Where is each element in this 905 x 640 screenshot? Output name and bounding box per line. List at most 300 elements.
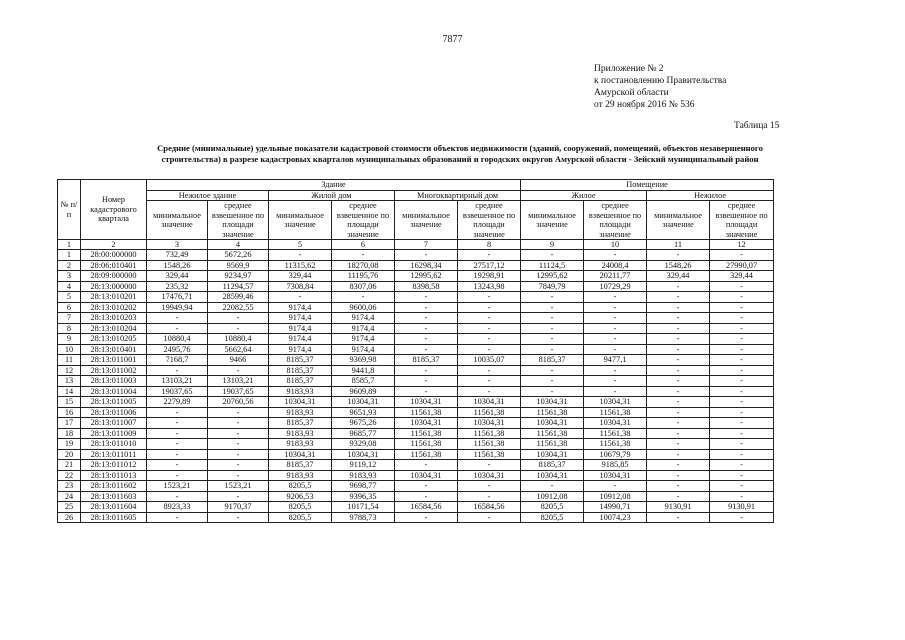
column-number: 11	[647, 240, 710, 250]
value-cell: -	[147, 407, 208, 418]
value-cell: -	[710, 344, 774, 355]
cadastral-number-cell: 28:13:011006	[81, 407, 147, 418]
header-weighted-average: среднее взвешенное по площади значение	[458, 201, 521, 240]
row-number-cell: 1	[58, 250, 81, 261]
value-cell: 16584,56	[395, 502, 458, 513]
table-row	[58, 439, 774, 450]
value-cell: -	[208, 313, 269, 324]
value-cell: 9174,4	[332, 313, 395, 324]
value-cell: -	[710, 407, 774, 418]
value-cell: -	[521, 302, 584, 313]
cadastral-number-cell: 28:13:010202	[81, 302, 147, 313]
value-cell: -	[647, 439, 710, 450]
value-cell: -	[647, 491, 710, 502]
value-cell: 10304,31	[458, 397, 521, 408]
value-cell: 12995,62	[521, 271, 584, 282]
table-row	[58, 460, 774, 471]
value-cell: -	[647, 407, 710, 418]
column-number: 10	[584, 240, 647, 250]
value-cell: 19037,65	[147, 386, 208, 397]
value-cell: 12995,62	[395, 271, 458, 282]
value-cell: 19949,94	[147, 302, 208, 313]
value-cell: 8205,5	[269, 512, 332, 523]
header-apartment-building: Многоквартирный дом	[395, 190, 521, 201]
value-cell: -	[647, 365, 710, 376]
appendix-line-3: Амурской области	[594, 88, 669, 98]
value-cell: 8205,5	[269, 502, 332, 513]
value-cell: -	[147, 323, 208, 334]
cadastral-number-cell: 28:13:010401	[81, 344, 147, 355]
value-cell: -	[647, 470, 710, 481]
value-cell: 10035,07	[458, 355, 521, 366]
value-cell: -	[710, 428, 774, 439]
value-cell: 27990,07	[710, 260, 774, 271]
row-number-cell: 10	[58, 344, 81, 355]
value-cell: 13243,98	[458, 281, 521, 292]
value-cell: 9130,91	[710, 502, 774, 513]
table-row	[58, 281, 774, 292]
value-cell: -	[647, 460, 710, 471]
value-cell: 13103,21	[208, 376, 269, 387]
value-cell: -	[647, 302, 710, 313]
value-cell: 9609,89	[332, 386, 395, 397]
value-cell: 11124,5	[521, 260, 584, 271]
table-row	[58, 491, 774, 502]
table-row	[58, 323, 774, 334]
value-cell: -	[584, 302, 647, 313]
cadastral-number-cell: 28:13:011005	[81, 397, 147, 408]
value-cell: 10304,31	[521, 449, 584, 460]
value-cell: 20760,56	[208, 397, 269, 408]
value-cell: 329,44	[269, 271, 332, 282]
value-cell: -	[584, 334, 647, 345]
row-number-cell: 13	[58, 376, 81, 387]
value-cell: -	[647, 334, 710, 345]
row-number-cell: 4	[58, 281, 81, 292]
table-row	[58, 334, 774, 345]
value-cell: -	[710, 460, 774, 471]
value-cell: 8185,37	[269, 418, 332, 429]
value-cell: -	[458, 323, 521, 334]
header-nonresidential-building: Нежилое здание	[147, 190, 269, 201]
value-cell: -	[458, 512, 521, 523]
value-cell: -	[521, 344, 584, 355]
value-cell: -	[458, 250, 521, 261]
value-cell: -	[395, 334, 458, 345]
value-cell: 10304,31	[584, 418, 647, 429]
value-cell: -	[147, 491, 208, 502]
title-line-2: строительства) в разрезе кадастровых кварталов муниципальных образований и городских округов Амурской области - Зейский муниципальный район	[161, 154, 759, 164]
value-cell: 10880,4	[147, 334, 208, 345]
page-number: 7877	[442, 34, 463, 45]
value-cell: 9174,4	[332, 323, 395, 334]
value-cell: 13103,21	[147, 376, 208, 387]
header-min-value: минимальное значение	[521, 201, 584, 240]
value-cell: 9477,1	[584, 355, 647, 366]
value-cell: -	[647, 281, 710, 292]
appendix-line-1: Приложение № 2	[594, 64, 664, 74]
value-cell: 24008,4	[584, 260, 647, 271]
value-cell: 16298,34	[395, 260, 458, 271]
row-number-cell: 15	[58, 397, 81, 408]
column-number: 6	[332, 240, 395, 250]
value-cell: -	[710, 386, 774, 397]
value-cell: -	[710, 365, 774, 376]
header-weighted-average: среднее взвешенное по площади значение	[710, 201, 774, 240]
value-cell: -	[208, 439, 269, 450]
value-cell: 9170,37	[208, 502, 269, 513]
value-cell: -	[395, 313, 458, 324]
table-body	[58, 250, 774, 523]
value-cell: -	[647, 418, 710, 429]
value-cell: 9396,35	[332, 491, 395, 502]
header-min-value: минимальное значение	[647, 201, 710, 240]
table-row	[58, 376, 774, 387]
value-cell: -	[521, 250, 584, 261]
value-cell: -	[710, 302, 774, 313]
value-cell: 1523,21	[208, 481, 269, 492]
value-cell: 8923,33	[147, 502, 208, 513]
value-cell: -	[647, 376, 710, 387]
value-cell: -	[521, 365, 584, 376]
value-cell: -	[208, 460, 269, 471]
cadastral-number-cell: 28:13:011010	[81, 439, 147, 450]
value-cell: -	[395, 292, 458, 303]
value-cell: -	[710, 355, 774, 366]
value-cell: 11561,38	[458, 407, 521, 418]
value-cell: -	[647, 292, 710, 303]
value-cell: -	[521, 481, 584, 492]
value-cell: -	[395, 344, 458, 355]
row-number-cell: 11	[58, 355, 81, 366]
value-cell: -	[521, 313, 584, 324]
value-cell: 7308,84	[269, 281, 332, 292]
table-row	[58, 418, 774, 429]
value-cell: 8185,37	[269, 365, 332, 376]
value-cell: 9183,93	[269, 386, 332, 397]
column-number: 5	[269, 240, 332, 250]
value-cell: -	[395, 491, 458, 502]
header-weighted-average: среднее взвешенное по площади значение	[332, 201, 395, 240]
value-cell: 10729,29	[584, 281, 647, 292]
cadastral-number-cell: 28:13:010205	[81, 334, 147, 345]
table-row	[58, 397, 774, 408]
table-row	[58, 365, 774, 376]
header-premises: Помещение	[521, 180, 774, 191]
value-cell: 11561,38	[584, 407, 647, 418]
value-cell: 9185,85	[584, 460, 647, 471]
value-cell: 10304,31	[521, 397, 584, 408]
value-cell: -	[647, 428, 710, 439]
value-cell: 11561,38	[395, 407, 458, 418]
cadastral-number-cell: 28:13:010203	[81, 313, 147, 324]
value-cell: -	[584, 292, 647, 303]
value-cell: -	[458, 344, 521, 355]
value-cell: 9788,73	[332, 512, 395, 523]
value-cell: 9369,98	[332, 355, 395, 366]
value-cell: 10304,31	[269, 449, 332, 460]
cadastral-number-cell: 28:13:011605	[81, 512, 147, 523]
value-cell: 9685,77	[332, 428, 395, 439]
title-line-1: Средние (минимальные) удельные показатели кадастровой стоимости объектов недвижимости (зданий, сооружений, помещений, объектов незавершенного	[157, 143, 763, 153]
column-number: 1	[58, 240, 81, 250]
value-cell: 9174,4	[269, 323, 332, 334]
value-cell: 16584,56	[458, 502, 521, 513]
value-cell: 27517,12	[458, 260, 521, 271]
row-number-cell: 24	[58, 491, 81, 502]
value-cell: -	[208, 512, 269, 523]
value-cell: -	[395, 365, 458, 376]
value-cell: 18270,08	[332, 260, 395, 271]
appendix-note	[594, 63, 726, 111]
cadastral-number-cell: 28:00:000000	[81, 250, 147, 261]
value-cell: 17476,71	[147, 292, 208, 303]
row-number-cell: 16	[58, 407, 81, 418]
value-cell: 10304,31	[521, 418, 584, 429]
value-cell: -	[458, 460, 521, 471]
row-number-cell: 14	[58, 386, 81, 397]
row-number-cell: 25	[58, 502, 81, 513]
value-cell: -	[521, 323, 584, 334]
value-cell: 9174,4	[269, 334, 332, 345]
value-cell: -	[584, 250, 647, 261]
value-cell: -	[647, 512, 710, 523]
value-cell: -	[710, 470, 774, 481]
value-cell: 9466	[208, 355, 269, 366]
row-number-cell: 23	[58, 481, 81, 492]
value-cell: -	[208, 428, 269, 439]
value-cell: 5672,26	[208, 250, 269, 261]
row-number-cell: 18	[58, 428, 81, 439]
cadastral-number-cell: 28:13:011001	[81, 355, 147, 366]
value-cell: 9234,97	[208, 271, 269, 282]
column-number: 2	[81, 240, 147, 250]
value-cell: 11561,38	[584, 428, 647, 439]
value-cell: -	[521, 292, 584, 303]
value-cell: -	[647, 344, 710, 355]
value-cell: -	[710, 376, 774, 387]
value-cell: -	[584, 481, 647, 492]
row-number-cell: 21	[58, 460, 81, 471]
value-cell: -	[269, 250, 332, 261]
value-cell: 235,32	[147, 281, 208, 292]
value-cell: -	[647, 250, 710, 261]
value-cell: -	[458, 334, 521, 345]
value-cell: -	[647, 355, 710, 366]
value-cell: -	[458, 313, 521, 324]
value-cell: 9183,93	[269, 470, 332, 481]
value-cell: -	[208, 323, 269, 334]
value-cell: -	[710, 481, 774, 492]
value-cell: 10074,23	[584, 512, 647, 523]
value-cell: 329,44	[147, 271, 208, 282]
value-cell: -	[521, 386, 584, 397]
value-cell: -	[647, 313, 710, 324]
value-cell: -	[458, 386, 521, 397]
value-cell: 9174,4	[269, 344, 332, 355]
table-row	[58, 355, 774, 366]
value-cell: 8185,37	[269, 355, 332, 366]
value-cell: 8205,5	[521, 512, 584, 523]
value-cell: -	[458, 481, 521, 492]
value-cell: -	[147, 439, 208, 450]
value-cell: -	[647, 481, 710, 492]
table-row	[58, 386, 774, 397]
value-cell: 8307,06	[332, 281, 395, 292]
table-row	[58, 302, 774, 313]
value-cell: -	[710, 449, 774, 460]
row-number-cell: 19	[58, 439, 81, 450]
value-cell: -	[458, 491, 521, 502]
header-row-1	[58, 180, 774, 191]
value-cell: 9329,08	[332, 439, 395, 450]
column-number: 12	[710, 240, 774, 250]
value-cell: 8185,37	[521, 460, 584, 471]
cadastral-number-cell: 28:13:010204	[81, 323, 147, 334]
value-cell: 9441,8	[332, 365, 395, 376]
value-cell: 9675,26	[332, 418, 395, 429]
value-cell: 10304,31	[332, 397, 395, 408]
cadastral-number-cell: 28:13:011012	[81, 460, 147, 471]
value-cell: -	[147, 460, 208, 471]
row-number-cell: 12	[58, 365, 81, 376]
value-cell: -	[521, 376, 584, 387]
value-cell: -	[710, 281, 774, 292]
table-row	[58, 344, 774, 355]
cadastral-number-cell: 28:13:011007	[81, 418, 147, 429]
header-min-value: минимальное значение	[395, 201, 458, 240]
value-cell: 10912,08	[521, 491, 584, 502]
row-number-cell: 2	[58, 260, 81, 271]
value-cell: -	[647, 386, 710, 397]
value-cell: -	[584, 344, 647, 355]
header-row-2	[58, 190, 774, 201]
value-cell: 10304,31	[458, 470, 521, 481]
value-cell: 11561,38	[395, 439, 458, 450]
value-cell: 10304,31	[395, 470, 458, 481]
value-cell: 10171,54	[332, 502, 395, 513]
value-cell: -	[395, 386, 458, 397]
value-cell: -	[395, 376, 458, 387]
column-number: 9	[521, 240, 584, 250]
header-min-value: минимальное значение	[147, 201, 208, 240]
value-cell: 9119,12	[332, 460, 395, 471]
value-cell: -	[395, 302, 458, 313]
row-number-cell: 7	[58, 313, 81, 324]
row-number-cell: 6	[58, 302, 81, 313]
table-row	[58, 470, 774, 481]
cadastral-number-cell: 28:13:010201	[81, 292, 147, 303]
value-cell: 11561,38	[395, 449, 458, 460]
header-residential-house: Жилой дом	[269, 190, 395, 201]
row-number-cell: 22	[58, 470, 81, 481]
value-cell: 9183,93	[269, 439, 332, 450]
value-cell: 10304,31	[458, 418, 521, 429]
header-row-3	[58, 201, 774, 240]
value-cell: 9130,91	[647, 502, 710, 513]
value-cell: -	[208, 418, 269, 429]
value-cell: -	[584, 376, 647, 387]
value-cell: -	[395, 481, 458, 492]
value-cell: 10304,31	[395, 397, 458, 408]
value-cell: 2495,76	[147, 344, 208, 355]
document-title	[60, 143, 860, 165]
value-cell: 9206,53	[269, 491, 332, 502]
value-cell: -	[458, 302, 521, 313]
value-cell: -	[710, 397, 774, 408]
value-cell: -	[710, 323, 774, 334]
value-cell: -	[710, 439, 774, 450]
value-cell: -	[147, 449, 208, 460]
value-cell: -	[147, 470, 208, 481]
value-cell: -	[710, 313, 774, 324]
value-cell: 9569,9	[208, 260, 269, 271]
header-min-value: минимальное значение	[269, 201, 332, 240]
value-cell: -	[208, 491, 269, 502]
value-cell: -	[147, 428, 208, 439]
value-cell: 1548,26	[647, 260, 710, 271]
value-cell: 10304,31	[332, 449, 395, 460]
cadastral-number-cell: 28:13:000000	[81, 281, 147, 292]
value-cell: 9183,93	[269, 407, 332, 418]
value-cell: 10304,31	[521, 470, 584, 481]
value-cell: 9174,4	[269, 313, 332, 324]
value-cell: 11315,62	[269, 260, 332, 271]
value-cell: -	[584, 323, 647, 334]
table-row	[58, 428, 774, 439]
value-cell: 732,49	[147, 250, 208, 261]
value-cell: -	[647, 397, 710, 408]
cadastral-number-cell: 28:13:011603	[81, 491, 147, 502]
cadastral-number-cell: 28:13:011009	[81, 428, 147, 439]
appendix-line-4: от 29 ноября 2016 № 536	[594, 100, 695, 110]
value-cell: 8205,5	[269, 481, 332, 492]
value-cell: 7849,79	[521, 281, 584, 292]
value-cell: 329,44	[647, 271, 710, 282]
value-cell: -	[584, 313, 647, 324]
value-cell: -	[584, 365, 647, 376]
table-row	[58, 250, 774, 261]
row-number-cell: 3	[58, 271, 81, 282]
column-number-row	[58, 240, 774, 250]
cadastral-number-cell: 28:13:011004	[81, 386, 147, 397]
value-cell: -	[710, 512, 774, 523]
header-building: Здание	[147, 180, 521, 191]
table-row	[58, 407, 774, 418]
value-cell: 14990,71	[584, 502, 647, 513]
value-cell: 10679,79	[584, 449, 647, 460]
value-cell: 8185,37	[269, 376, 332, 387]
header-nonresidential-premises: Нежилое	[647, 190, 774, 201]
value-cell: -	[710, 250, 774, 261]
value-cell: 11561,38	[458, 449, 521, 460]
value-cell: -	[208, 407, 269, 418]
value-cell: 8585,7	[332, 376, 395, 387]
value-cell: 20211,77	[584, 271, 647, 282]
value-cell: 10880,4	[208, 334, 269, 345]
value-cell: -	[332, 292, 395, 303]
value-cell: 8185,37	[269, 460, 332, 471]
column-number: 7	[395, 240, 458, 250]
value-cell: 19298,91	[458, 271, 521, 282]
value-cell: 2279,89	[147, 397, 208, 408]
table-row	[58, 512, 774, 523]
value-cell: -	[710, 418, 774, 429]
column-number: 4	[208, 240, 269, 250]
value-cell: -	[147, 512, 208, 523]
value-cell: -	[647, 449, 710, 460]
value-cell: 22082,55	[208, 302, 269, 313]
